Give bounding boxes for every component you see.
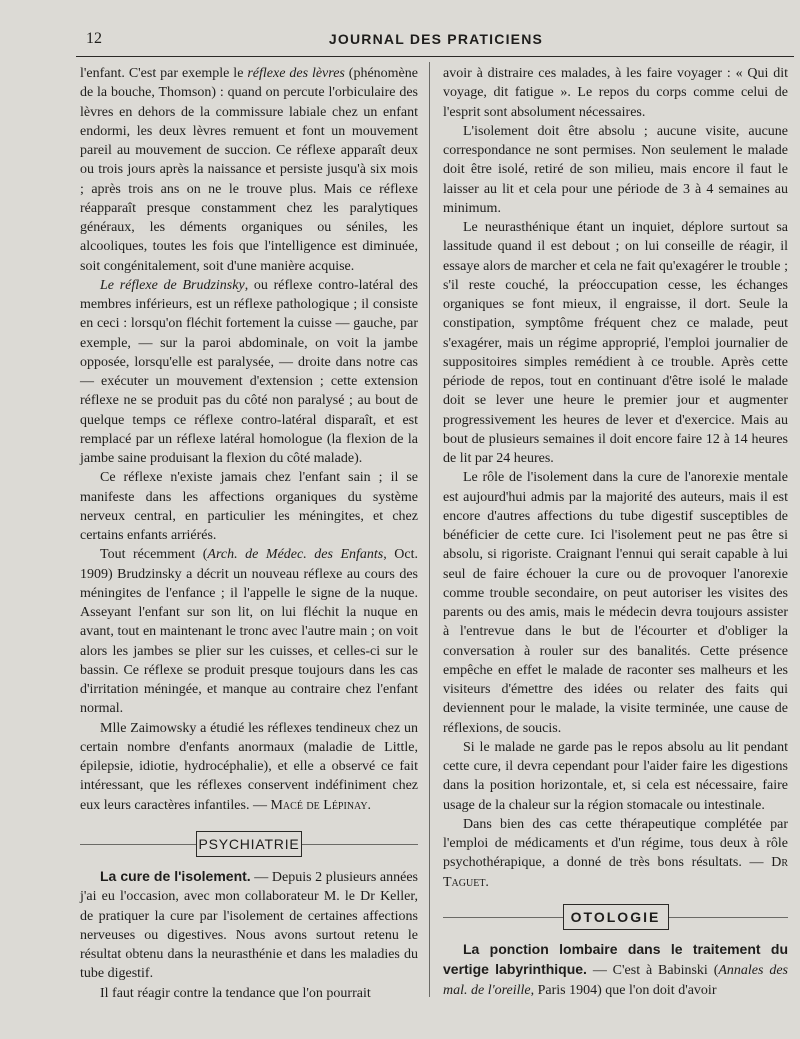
paragraph-react: Il faut réagir contre la tendance que l'on pourrait bbox=[100, 985, 371, 1001]
term-brudzinsky-reflex: Le réflexe de Brudzinsky bbox=[100, 277, 245, 293]
column-divider bbox=[429, 62, 430, 997]
right-column bbox=[443, 64, 788, 1000]
citation-annales: Annales des mal. de l'oreille bbox=[443, 963, 788, 998]
left-column bbox=[80, 64, 418, 1003]
paragraph-absolute-isolation: L'isolement doit être absolu ; aucune visite, aucune correspondance ne sont permises. Non seulement le malade doit être isolé, retiré de son milieu, mais encore il faut le laisser au lit et cela pour une période de 3 à 4 semaines au minimum. bbox=[443, 123, 788, 216]
paragraph-isolation-cure: La cure de l'isolement. — Depuis 2 plusieurs années j'ai eu l'occasion, avec mon collaborateur M. le Dr Keller, de pratiquer la cure par l'isolement de certaines affections nerveuses ou digestives. Nous avons surtout retenu le résultat obtenu dans la neurasthénie et dans les maladies du tube digestif. bbox=[80, 868, 418, 982]
paragraph-brudzinsky-reflex: Le réflexe de Brudzinsky, ou réflexe contro-latéral des membres inférieurs, est un réflexe pathologique ; il consiste en ceci : lorsqu'on fléchit fortement la cuisse — gauche, par exemple, — sur la paroi abdominale, on voit la jambe opposée, lorsqu'elle est paralysée, — droite dans notre cas — exécuter un mouvement d'extension ; cette extension réflexe ne se produit pas du côté non paralysé ; au bout de quelque temps ce réflexe contro-latéral disparaît, et est remplacé par un réflexe latéral homologue (la flexion de la jambe saine produisant la flexion du côté malade). bbox=[80, 277, 418, 466]
citation-journal: Arch. de Médec. des Enfants bbox=[207, 547, 384, 563]
paragraph-healthy-child: Ce réflexe n'existe jamais chez l'enfant sain ; il se manifeste dans les affections organiques du système nerveux central, en particulier les méningites, et chez certains enfants arriérés. bbox=[80, 470, 418, 543]
author-signature: Dr Taguet. bbox=[443, 855, 788, 890]
header-rule bbox=[76, 56, 794, 57]
article-heading-isolation: La cure de l'isolement. bbox=[100, 868, 251, 884]
paragraph-lip-reflex: l'enfant. C'est par exemple le réflexe des lèvres (phénomène de la bouche, Thomson) : quand on percute l'orbiculaire des lèvres en dehors de la commissure labiale chez un enfant endormi, les deux lèvres remuent et font un mouvement pareil au mouvement de succion. Ce réflexe apparaît deux ou trois jours après la naissance et persiste jusqu'à six mois ; après trois ans on ne le trouve plus. Mais ce réflexe réapparaît presque constamment chez les paralytiques généraux, les déments organiques ou séniles, les alcooliques, toutes les fois que l'intelligence est diminuée, soit congénitalement, soit d'une manière acquise. bbox=[80, 66, 418, 274]
section-heading-psychiatrie: PSYCHIATRIE bbox=[196, 831, 302, 857]
page-number: 12 bbox=[86, 30, 102, 47]
paragraph-horizontal-digestion: Si le malade ne garde pas le repos absolu au lit pendant cette cure, il devra cependant pour l'aider faire les digestions dans la position horizontale, et, si cela est nécessaire, faire usage de la chaleur sur la région stomacale ou intestinale. bbox=[443, 739, 788, 813]
paragraph-zaimowsky: Mlle Zaimowsky a étudié les réflexes tendineux chez un certain nombre d'enfants anormaux (maladie de Little, épilepsie, idiotie, hydrocéphalie), et elle a observé ce fait intéressant, que les réflexes conservent indéfiniment chez eux leurs caractères infantiles. — Macé de Lépinay. bbox=[80, 720, 418, 813]
journal-title: JOURNAL DES PRATICIENS bbox=[328, 31, 544, 47]
paragraph-neurasthenic: Le neurasthénique étant un inquiet, déplore surtout sa lassitude quand il est debout ; on lui conseille de réagir, il essaye alors de marcher et cela ne fait qu'exagérer le trouble ; s'il reste couché, la préoccupation cesse, les échanges organiques se font mieux, il engraisse, il dort. Seule la constipation, symptôme fréquent chez ce malade, peut s'exagérer, mais un régime approprié, l'emploi journalier de suppositoires simples remédient à ce trouble. Après cette période de repos, tout en continuant d'être isolé le malade doit se lever une heure le premier jour et augmenter progressivement les heures de lever et d'exercice. Mais au bout de plusieurs semaines il doit encore faire 12 à 14 heures de lit par 24 heures. bbox=[443, 220, 788, 466]
paragraph-results: Dans bien des cas cette thérapeutique complétée par l'emploi de médicaments et d'un régime, tous deux à rôle psychothérapique, a donné de très bons résultats. — Dr Taguet. bbox=[443, 816, 788, 890]
page-header bbox=[86, 30, 786, 52]
section-heading-otologie: OTOLOGIE bbox=[563, 904, 669, 930]
term-lip-reflex: réflexe des lèvres bbox=[247, 66, 345, 81]
paragraph-travel: avoir à distraire ces malades, à les faire voyager : « Qui dit voyage, dit fatigue ». Le repos du corps comme celui de l'esprit sont absolument nécessaires. bbox=[443, 66, 788, 120]
paragraph-neck-sign: Tout récemment (Arch. de Médec. des Enfants, Oct. 1909) Brudzinsky a décrit un nouveau réflexe au cours des méningites de l'enfance ; il l'appelle le signe de la nuque. Asseyant l'enfant sur son lit, on lui fléchit la nuque en avant, tout en maintenant le tronc avec l'autre main ; on voit alors les jambes se plier sur les cuisses, et celles-ci sur le bassin. Ce réflexe se produit presque toujours dans les cas d'irritation méningée, et manque au contraire chez l'enfant normal. bbox=[80, 547, 419, 717]
paragraph-lumbar-puncture: La ponction lombaire dans le traitement du vertige labyrinthique. — C'est à Babinski (Annales des mal. de l'oreille, Paris 1904) que l'on doit d'avoir bbox=[443, 941, 788, 998]
author-signature: Macé de Lépinay. bbox=[270, 797, 372, 813]
article-heading-lumbar: La ponction lombaire dans le traitement du vertige labyrinthique. bbox=[443, 941, 788, 978]
section-heading-wrap bbox=[443, 904, 788, 930]
paragraph-anorexia: Le rôle de l'isolement dans la cure de l'anorexie mentale est aujourd'hui admis par la majorité des auteurs, mais il est encore d'autres affections du tube digestif susceptibles de bénéficier de cette cure. Ici l'isolement peut ne pas être si absolu, si rigoriste. Craignant l'ennui qui serait capable à lui seul de faire échouer la cure ou de provoquer l'anorexie comme trouble secondaire, on peut autoriser les visites des parents ou des amis, mais le médecin devra toujours assister à l'entrevue dans le but de l'écourter et d'obliger la conversation à rouler sur des banalités. Cette présence empêche en effet le malade de raconter ses malheurs et les visiteurs d'émettre des idées ou relater des faits qui deviennent pour le malade, la visite terminée, une cause de réflexions, de soucis. bbox=[443, 470, 788, 736]
section-heading-wrap bbox=[80, 831, 418, 857]
